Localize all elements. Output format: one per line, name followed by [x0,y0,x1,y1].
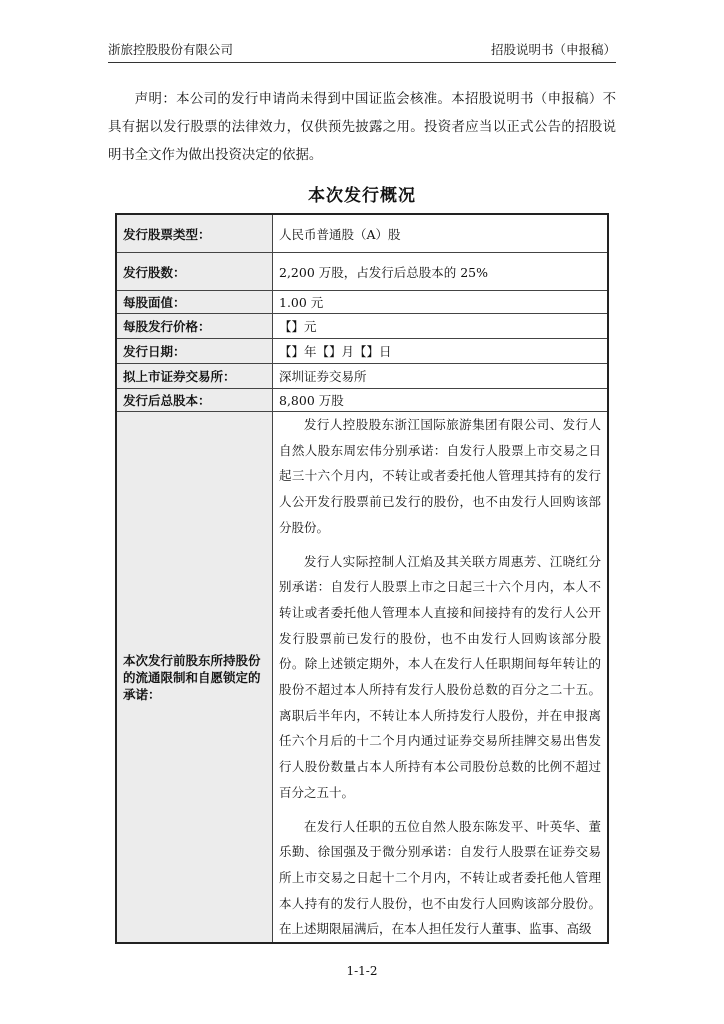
row-label: 发行股数： [116,253,273,291]
row-label: 每股发行价格： [116,314,273,339]
commitment-paragraph: 发行人实际控制人江焰及其关联方周惠芳、江晓红分别承诺：自发行人股票上市之日起三十六个月内，本人不转让或者委托他人管理本人直接和间接持有的发行人公开发行股票前已发行的股份，也不由发行人回购该部分股份。除上述锁定期外，本人在发行人任职期间每年转让的股份不超过本人所持有发行人股份总数的百分之二十五。离职后半年内，不转让本人所持发行人股份，并在申报离任六个月后的十二个月内通过证券交易所挂牌交易出售发行人股份数量占本人所持有本公司股份总数的比例不超过百分之五十。 [279,553,601,800]
row-label: 发行后总股本： [116,389,273,412]
row-value: 人民币普通股（A）股 [273,214,609,253]
document-name: 招股说明书（申报稿） [490,42,616,57]
row-value: 深圳证券交易所 [273,364,609,389]
page-number: 1-1-2 [346,964,378,978]
row-value: 1.00 元 [273,291,609,314]
row-value: 8,800 万股 [273,389,609,412]
lockup-label: 本次发行前股东所持股份的流通限制和自愿锁定的承诺： [116,412,273,944]
disclaimer-statement: 声明：本公司的发行申请尚未得到中国证监会核准。本招股说明书（申报稿）不具有据以发行股票的法律效力，仅供预先披露之用。投资者应当以正式公告的招股说明书全文作为做出投资决定的依据。 [108,92,616,163]
row-label: 发行日期： [116,339,273,364]
table-row [116,389,608,412]
table-row [116,339,608,364]
commitment-paragraph: 发行人控股股东浙江国际旅游集团有限公司、发行人自然人股东周宏伟分别承诺：自发行人股票上市交易之日起三十六个月内，不转让或者委托他人管理其持有的发行人公开发行股票前已发行的股份，也不由发行人回购该部分股份。 [279,417,601,535]
row-label: 每股面值： [116,291,273,314]
row-value: 【】元 [273,314,609,339]
page-header [108,40,616,63]
page-title: 本次发行概况 [308,186,416,206]
commitment-paragraph: 在发行人任职的五位自然人股东陈发平、叶英华、董乐勤、徐国强及于微分别承诺：自发行人股票在证券交易所上市交易之日起十二个月内，不转让或者委托他人管理本人持有的发行人股份，也不由发行人回购该部分股份。在上述期限届满后，在本人担任发行人董事、监事、高级 [279,818,601,937]
row-value: 2,200 万股，占发行后总股本的 25% [273,253,609,291]
table-row [116,364,608,389]
lockup-commitments [273,412,609,944]
row-value: 【】年【】月【】日 [273,339,609,364]
table-row [116,214,608,253]
table-row [116,291,608,314]
table-row [116,314,608,339]
table-row-lockup [116,412,608,944]
row-label: 发行股票类型： [116,214,273,253]
row-label: 拟上市证券交易所： [116,364,273,389]
company-name: 浙旅控股股份有限公司 [108,42,234,57]
table-row [116,253,608,291]
offering-summary-table [115,213,609,944]
